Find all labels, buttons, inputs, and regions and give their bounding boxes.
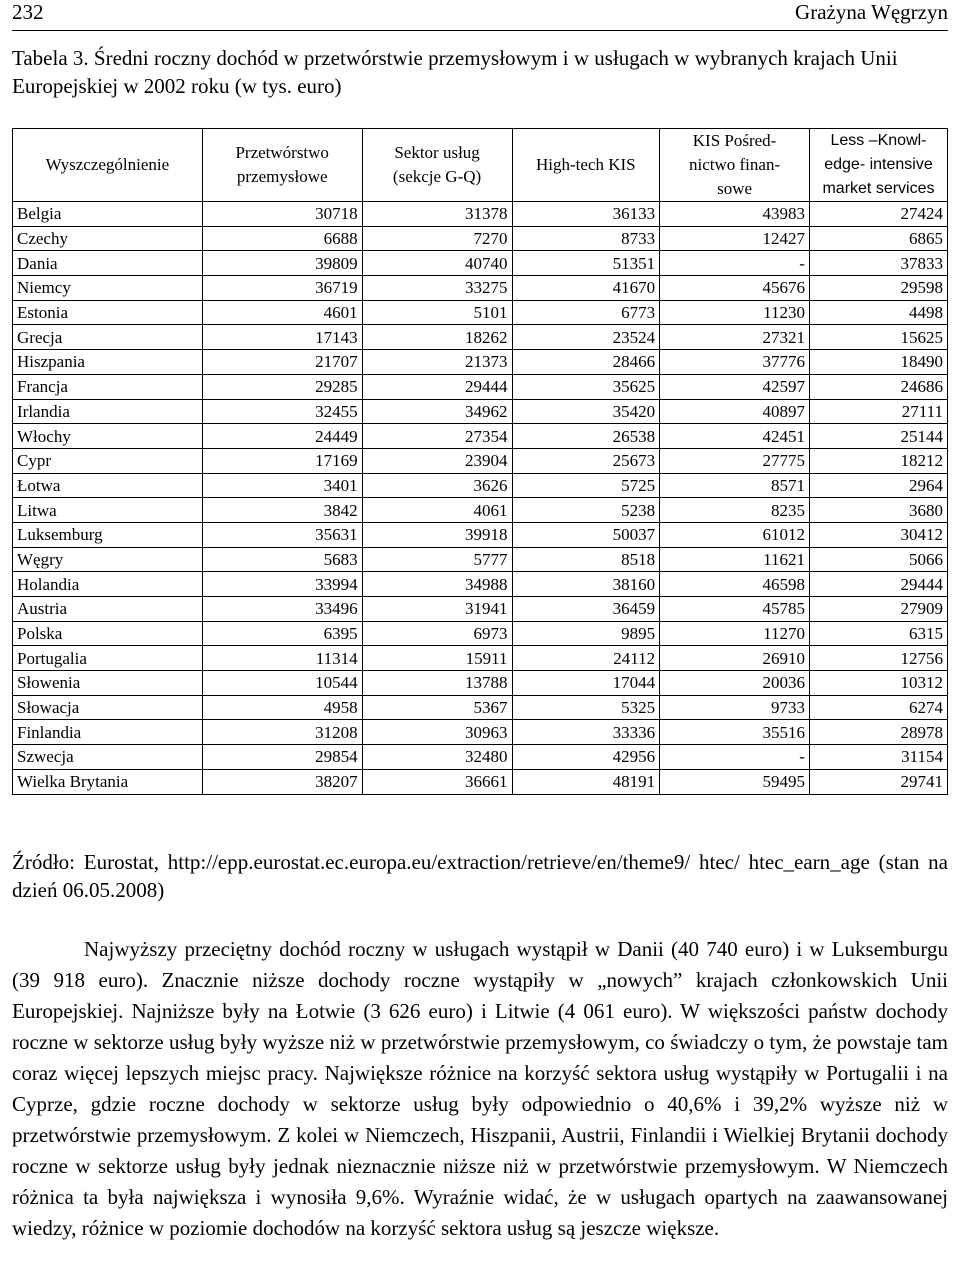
- running-header: [12, 0, 948, 31]
- value-cell: 21373: [362, 350, 512, 375]
- value-cell: -: [660, 745, 810, 770]
- value-cell: 4061: [362, 498, 512, 523]
- value-cell: 61012: [660, 522, 810, 547]
- value-cell: 5101: [362, 300, 512, 325]
- header-high-tech-kis: High-tech KIS: [512, 129, 660, 202]
- table-row: [13, 325, 948, 350]
- value-cell: 4601: [202, 300, 362, 325]
- country-cell: Luksemburg: [13, 522, 203, 547]
- page-number: 232: [12, 0, 44, 24]
- value-cell: 36459: [512, 597, 660, 622]
- value-cell: 33496: [202, 597, 362, 622]
- value-cell: 48191: [512, 769, 660, 794]
- header-przetworstwo-label: Przetwórstwo przemysłowe: [235, 143, 329, 186]
- table-row: [13, 226, 948, 251]
- income-table: [12, 128, 948, 795]
- value-cell: 36719: [202, 276, 362, 301]
- value-cell: 27321: [660, 325, 810, 350]
- value-cell: 35516: [660, 720, 810, 745]
- country-cell: Łotwa: [13, 473, 203, 498]
- value-cell: 6773: [512, 300, 660, 325]
- header-sektor-uslug: [362, 129, 512, 202]
- value-cell: 6973: [362, 621, 512, 646]
- value-cell: 40740: [362, 251, 512, 276]
- table-row: [13, 720, 948, 745]
- value-cell: 17169: [202, 448, 362, 473]
- value-cell: 27424: [809, 202, 947, 227]
- value-cell: 6865: [809, 226, 947, 251]
- header-przetworstwo: [202, 129, 362, 202]
- table-row: [13, 547, 948, 572]
- value-cell: 23904: [362, 448, 512, 473]
- value-cell: 5325: [512, 695, 660, 720]
- country-cell: Irlandia: [13, 399, 203, 424]
- value-cell: 15911: [362, 646, 512, 671]
- value-cell: 33336: [512, 720, 660, 745]
- value-cell: 20036: [660, 671, 810, 696]
- country-cell: Polska: [13, 621, 203, 646]
- country-cell: Belgia: [13, 202, 203, 227]
- table-row: [13, 276, 948, 301]
- value-cell: 39809: [202, 251, 362, 276]
- value-cell: 31941: [362, 597, 512, 622]
- source-note: Źródło: Eurostat, http://epp.eurostat.ec.europa.eu/extraction/retrieve/en/theme9/ htec/ htec_earn_age (stan na dzień 06.05.2008): [12, 850, 948, 902]
- table-row: [13, 769, 948, 794]
- table-row: [13, 448, 948, 473]
- country-cell: Wielka Brytania: [13, 769, 203, 794]
- value-cell: 5777: [362, 547, 512, 572]
- value-cell: 38160: [512, 572, 660, 597]
- value-cell: 11230: [660, 300, 810, 325]
- value-cell: 28466: [512, 350, 660, 375]
- value-cell: 3626: [362, 473, 512, 498]
- country-cell: Litwa: [13, 498, 203, 523]
- value-cell: 29598: [809, 276, 947, 301]
- value-cell: 3842: [202, 498, 362, 523]
- value-cell: 12427: [660, 226, 810, 251]
- table-row: [13, 498, 948, 523]
- value-cell: 8518: [512, 547, 660, 572]
- value-cell: 40897: [660, 399, 810, 424]
- value-cell: 7270: [362, 226, 512, 251]
- value-cell: 5725: [512, 473, 660, 498]
- value-cell: 13788: [362, 671, 512, 696]
- value-cell: 10544: [202, 671, 362, 696]
- value-cell: 30718: [202, 202, 362, 227]
- value-cell: 11270: [660, 621, 810, 646]
- value-cell: 18490: [809, 350, 947, 375]
- table-row: [13, 522, 948, 547]
- value-cell: 2964: [809, 473, 947, 498]
- table-row: [13, 745, 948, 770]
- value-cell: 21707: [202, 350, 362, 375]
- value-cell: 29444: [362, 374, 512, 399]
- value-cell: 11621: [660, 547, 810, 572]
- value-cell: 8235: [660, 498, 810, 523]
- table-row: [13, 597, 948, 622]
- country-cell: Włochy: [13, 424, 203, 449]
- value-cell: 38207: [202, 769, 362, 794]
- country-cell: Hiszpania: [13, 350, 203, 375]
- value-cell: 26538: [512, 424, 660, 449]
- table-row: [13, 621, 948, 646]
- value-cell: 5683: [202, 547, 362, 572]
- country-cell: Estonia: [13, 300, 203, 325]
- table-row: [13, 374, 948, 399]
- table-row: [13, 350, 948, 375]
- country-cell: Austria: [13, 597, 203, 622]
- value-cell: 51351: [512, 251, 660, 276]
- header-less-knowledge-label: Less –Knowl-edge- intensive market services: [822, 132, 935, 197]
- value-cell: 23524: [512, 325, 660, 350]
- value-cell: 17143: [202, 325, 362, 350]
- table-row: [13, 251, 948, 276]
- value-cell: 41670: [512, 276, 660, 301]
- value-cell: 46598: [660, 572, 810, 597]
- value-cell: 12756: [809, 646, 947, 671]
- country-cell: Niemcy: [13, 276, 203, 301]
- value-cell: 39918: [362, 522, 512, 547]
- table-body: [13, 202, 948, 795]
- table-row: [13, 646, 948, 671]
- value-cell: 24449: [202, 424, 362, 449]
- value-cell: 6688: [202, 226, 362, 251]
- value-cell: 37776: [660, 350, 810, 375]
- value-cell: 50037: [512, 522, 660, 547]
- value-cell: 5066: [809, 547, 947, 572]
- value-cell: 32480: [362, 745, 512, 770]
- value-cell: 29285: [202, 374, 362, 399]
- value-cell: 8733: [512, 226, 660, 251]
- header-kis-posrednictwo: [660, 129, 810, 202]
- value-cell: 18262: [362, 325, 512, 350]
- value-cell: 42597: [660, 374, 810, 399]
- value-cell: 45676: [660, 276, 810, 301]
- country-cell: Finlandia: [13, 720, 203, 745]
- value-cell: 24112: [512, 646, 660, 671]
- value-cell: 27775: [660, 448, 810, 473]
- value-cell: 34962: [362, 399, 512, 424]
- value-cell: 24686: [809, 374, 947, 399]
- value-cell: 30412: [809, 522, 947, 547]
- country-cell: Holandia: [13, 572, 203, 597]
- value-cell: 27354: [362, 424, 512, 449]
- value-cell: 15625: [809, 325, 947, 350]
- value-cell: 30963: [362, 720, 512, 745]
- country-cell: Szwecja: [13, 745, 203, 770]
- value-cell: 9895: [512, 621, 660, 646]
- table-row: [13, 473, 948, 498]
- value-cell: 4958: [202, 695, 362, 720]
- value-cell: 36661: [362, 769, 512, 794]
- header-kis-posrednictwo-label: KIS Pośred-nictwo finan-sowe: [689, 131, 781, 198]
- value-cell: -: [660, 251, 810, 276]
- header-less-knowledge: [809, 129, 947, 202]
- value-cell: 42451: [660, 424, 810, 449]
- country-cell: Słowacja: [13, 695, 203, 720]
- value-cell: 36133: [512, 202, 660, 227]
- value-cell: 25144: [809, 424, 947, 449]
- country-cell: Francja: [13, 374, 203, 399]
- value-cell: 31154: [809, 745, 947, 770]
- header-wyszczegolnienie: Wyszczególnienie: [13, 129, 203, 202]
- value-cell: 5238: [512, 498, 660, 523]
- country-cell: Cypr: [13, 448, 203, 473]
- value-cell: 25673: [512, 448, 660, 473]
- value-cell: 4498: [809, 300, 947, 325]
- value-cell: 5367: [362, 695, 512, 720]
- table-row: [13, 424, 948, 449]
- value-cell: 6395: [202, 621, 362, 646]
- value-cell: 42956: [512, 745, 660, 770]
- table-header-row: [13, 129, 948, 202]
- table-caption: Tabela 3. Średni roczny dochód w przetwórstwie przemysłowym i w usługach w wybranych krajach Unii Europejskiej w 2002 roku (w tys. euro): [12, 46, 898, 98]
- country-cell: Dania: [13, 251, 203, 276]
- value-cell: 27909: [809, 597, 947, 622]
- value-cell: 45785: [660, 597, 810, 622]
- country-cell: Grecja: [13, 325, 203, 350]
- table-row: [13, 202, 948, 227]
- value-cell: 33994: [202, 572, 362, 597]
- country-cell: Węgry: [13, 547, 203, 572]
- value-cell: 28978: [809, 720, 947, 745]
- value-cell: 8571: [660, 473, 810, 498]
- value-cell: 9733: [660, 695, 810, 720]
- table-row: [13, 399, 948, 424]
- value-cell: 35625: [512, 374, 660, 399]
- table-row: [13, 695, 948, 720]
- running-title-author: Grażyna Węgrzyn: [795, 0, 948, 24]
- value-cell: 3680: [809, 498, 947, 523]
- value-cell: 43983: [660, 202, 810, 227]
- country-cell: Słowenia: [13, 671, 203, 696]
- value-cell: 29444: [809, 572, 947, 597]
- table-row: [13, 572, 948, 597]
- country-cell: Portugalia: [13, 646, 203, 671]
- value-cell: 6274: [809, 695, 947, 720]
- value-cell: 31378: [362, 202, 512, 227]
- header-sektor-uslug-label: Sektor usług (sekcje G-Q): [392, 143, 482, 186]
- value-cell: 3401: [202, 473, 362, 498]
- value-cell: 59495: [660, 769, 810, 794]
- value-cell: 35631: [202, 522, 362, 547]
- table-row: [13, 300, 948, 325]
- value-cell: 31208: [202, 720, 362, 745]
- value-cell: 6315: [809, 621, 947, 646]
- country-cell: Czechy: [13, 226, 203, 251]
- value-cell: 33275: [362, 276, 512, 301]
- value-cell: 35420: [512, 399, 660, 424]
- value-cell: 11314: [202, 646, 362, 671]
- table-row: [13, 671, 948, 696]
- value-cell: 29854: [202, 745, 362, 770]
- body-paragraph: Najwyższy przeciętny dochód roczny w usługach wystąpił w Danii (40 740 euro) i w Luksemburgu (39 918 euro). Znacznie niższe dochody roczne wystąpiły w „nowych” krajach członkowskich Unii Europejskiej. Najniższe były na Łotwie (3 626 euro) i Litwie (4 061 euro). W większości państw dochody roczne w sektorze usług były wyższe niż w przetwórstwie przemysłowym, co świadczy o tym, że powstaje tam coraz więcej lepszych miejsc pracy. Największe różnice na korzyść sektora usług wystąpiły w Portugalii i na Cyprze, gdzie roczne dochody w sektorze usług były odpowiednio o 40,6% i 39,2% wyższe niż w przetwórstwie przemysłowym. Z kolei w Niemczech, Hiszpanii, Austrii, Finlandii i Wielkiej Brytanii dochody roczne w sektorze usług były jednak nieznacznie niższe niż w przetwórstwie przemysłowym. W Niemczech różnica ta była największa i wynosiła 9,6%. Wyraźnie widać, że w usługach opartych na zaawansowanej wiedzy, różnice w poziomie dochodów na korzyść sektora usług są jeszcze większe.: [12, 937, 948, 1240]
- value-cell: 10312: [809, 671, 947, 696]
- value-cell: 17044: [512, 671, 660, 696]
- value-cell: 29741: [809, 769, 947, 794]
- value-cell: 27111: [809, 399, 947, 424]
- value-cell: 18212: [809, 448, 947, 473]
- value-cell: 34988: [362, 572, 512, 597]
- value-cell: 32455: [202, 399, 362, 424]
- value-cell: 37833: [809, 251, 947, 276]
- value-cell: 26910: [660, 646, 810, 671]
